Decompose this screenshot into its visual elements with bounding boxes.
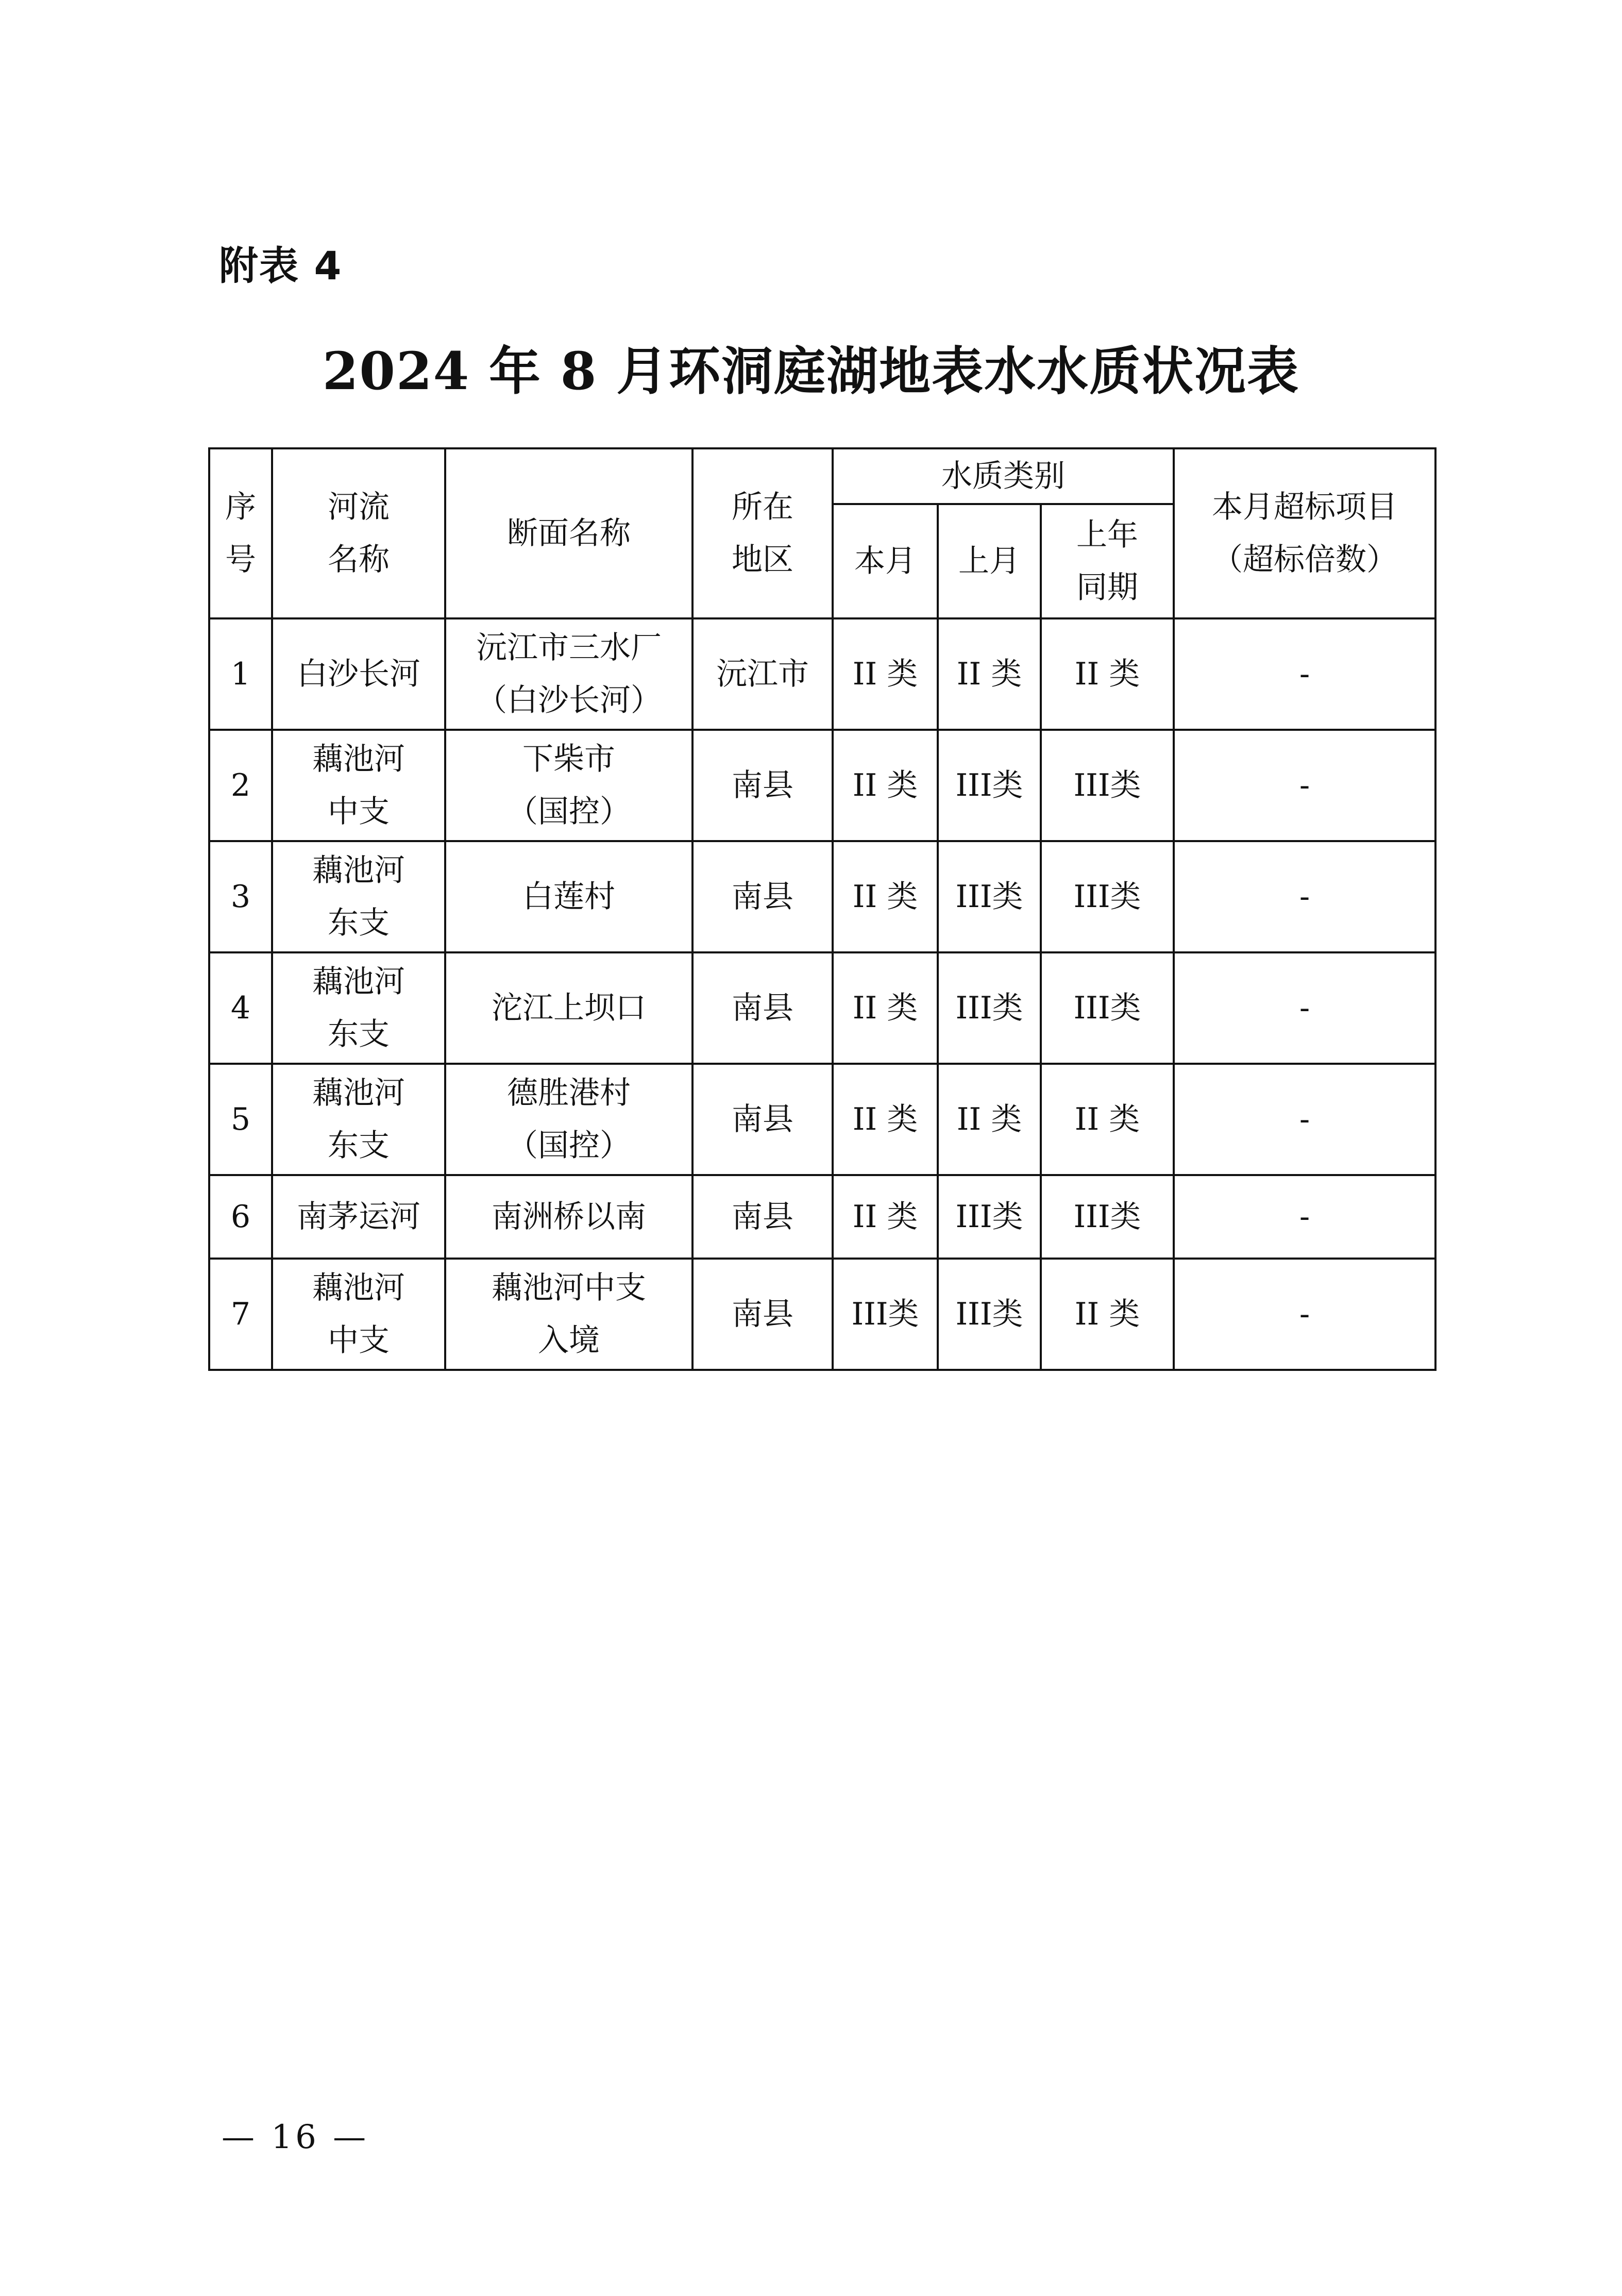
cell-last-year: II 类	[1041, 1259, 1174, 1370]
cell-this-month: II 类	[833, 1064, 938, 1175]
cell-section: 下柴市 （国控）	[445, 730, 692, 841]
cell-exceed: -	[1174, 841, 1435, 952]
header-river: 河流 名称	[272, 448, 445, 618]
table-row	[209, 841, 1435, 952]
cell-last-year: III类	[1041, 952, 1174, 1064]
cell-last-year: II 类	[1041, 618, 1174, 730]
cell-this-month: II 类	[833, 841, 938, 952]
cell-seq: 7	[209, 1259, 272, 1370]
water-quality-table	[208, 447, 1437, 1371]
cell-river: 藕池河 中支	[272, 730, 445, 841]
cell-last-month: III类	[938, 952, 1041, 1064]
cell-exceed: -	[1174, 618, 1435, 730]
cell-last-year: III类	[1041, 1175, 1174, 1259]
cell-exceed: -	[1174, 730, 1435, 841]
header-region: 所在 地区	[692, 448, 833, 618]
cell-seq: 6	[209, 1175, 272, 1259]
header-same-period-last-year: 上年 同期	[1041, 504, 1174, 618]
cell-last-month: II 类	[938, 1064, 1041, 1175]
cell-last-year: III类	[1041, 841, 1174, 952]
cell-region: 南县	[692, 952, 833, 1064]
table-row	[209, 1064, 1435, 1175]
cell-section: 白莲村	[445, 841, 692, 952]
table-row	[209, 952, 1435, 1064]
cell-region: 沅江市	[692, 618, 833, 730]
cell-last-month: II 类	[938, 618, 1041, 730]
table-row	[209, 730, 1435, 841]
cell-section: 德胜港村 （国控）	[445, 1064, 692, 1175]
cell-section: 沱江上坝口	[445, 952, 692, 1064]
cell-this-month: II 类	[833, 730, 938, 841]
cell-last-month: III类	[938, 1259, 1041, 1370]
cell-seq: 2	[209, 730, 272, 841]
cell-river: 藕池河 中支	[272, 1259, 445, 1370]
cell-exceed: -	[1174, 1175, 1435, 1259]
cell-seq: 1	[209, 618, 272, 730]
header-exceed: 本月超标项目 （超标倍数）	[1174, 448, 1435, 618]
cell-last-year: II 类	[1041, 1064, 1174, 1175]
cell-last-month: III类	[938, 730, 1041, 841]
cell-region: 南县	[692, 730, 833, 841]
cell-exceed: -	[1174, 1259, 1435, 1370]
cell-seq: 3	[209, 841, 272, 952]
cell-last-month: III类	[938, 841, 1041, 952]
header-section: 断面名称	[445, 448, 692, 618]
cell-exceed: -	[1174, 952, 1435, 1064]
cell-this-month: II 类	[833, 618, 938, 730]
table-body	[209, 618, 1435, 1370]
table-row	[209, 618, 1435, 730]
cell-this-month: II 类	[833, 1175, 938, 1259]
cell-river: 藕池河 东支	[272, 1064, 445, 1175]
cell-seq: 4	[209, 952, 272, 1064]
cell-river: 藕池河 东支	[272, 841, 445, 952]
table-header	[209, 448, 1435, 618]
cell-region: 南县	[692, 1064, 833, 1175]
header-this-month: 本月	[833, 504, 938, 618]
header-seq: 序 号	[209, 448, 272, 618]
page-number: — 16 —	[222, 2118, 369, 2156]
cell-seq: 5	[209, 1064, 272, 1175]
cell-river: 藕池河 东支	[272, 952, 445, 1064]
table-row	[209, 1259, 1435, 1370]
cell-this-month: III类	[833, 1259, 938, 1370]
cell-this-month: II 类	[833, 952, 938, 1064]
cell-exceed: -	[1174, 1064, 1435, 1175]
table-row	[209, 1175, 1435, 1259]
cell-river: 白沙长河	[272, 618, 445, 730]
cell-last-year: III类	[1041, 730, 1174, 841]
header-last-month: 上月	[938, 504, 1041, 618]
cell-section: 藕池河中支 入境	[445, 1259, 692, 1370]
annex-label: 附表 4	[219, 243, 343, 289]
cell-section: 沅江市三水厂 （白沙长河）	[445, 618, 692, 730]
cell-region: 南县	[692, 1175, 833, 1259]
header-quality-group: 水质类别	[833, 448, 1174, 504]
cell-region: 南县	[692, 1259, 833, 1370]
cell-river: 南茅运河	[272, 1175, 445, 1259]
cell-last-month: III类	[938, 1175, 1041, 1259]
cell-region: 南县	[692, 841, 833, 952]
document-title: 2024 年 8 月环洞庭湖地表水水质状况表	[322, 341, 1300, 401]
cell-section: 南洲桥以南	[445, 1175, 692, 1259]
